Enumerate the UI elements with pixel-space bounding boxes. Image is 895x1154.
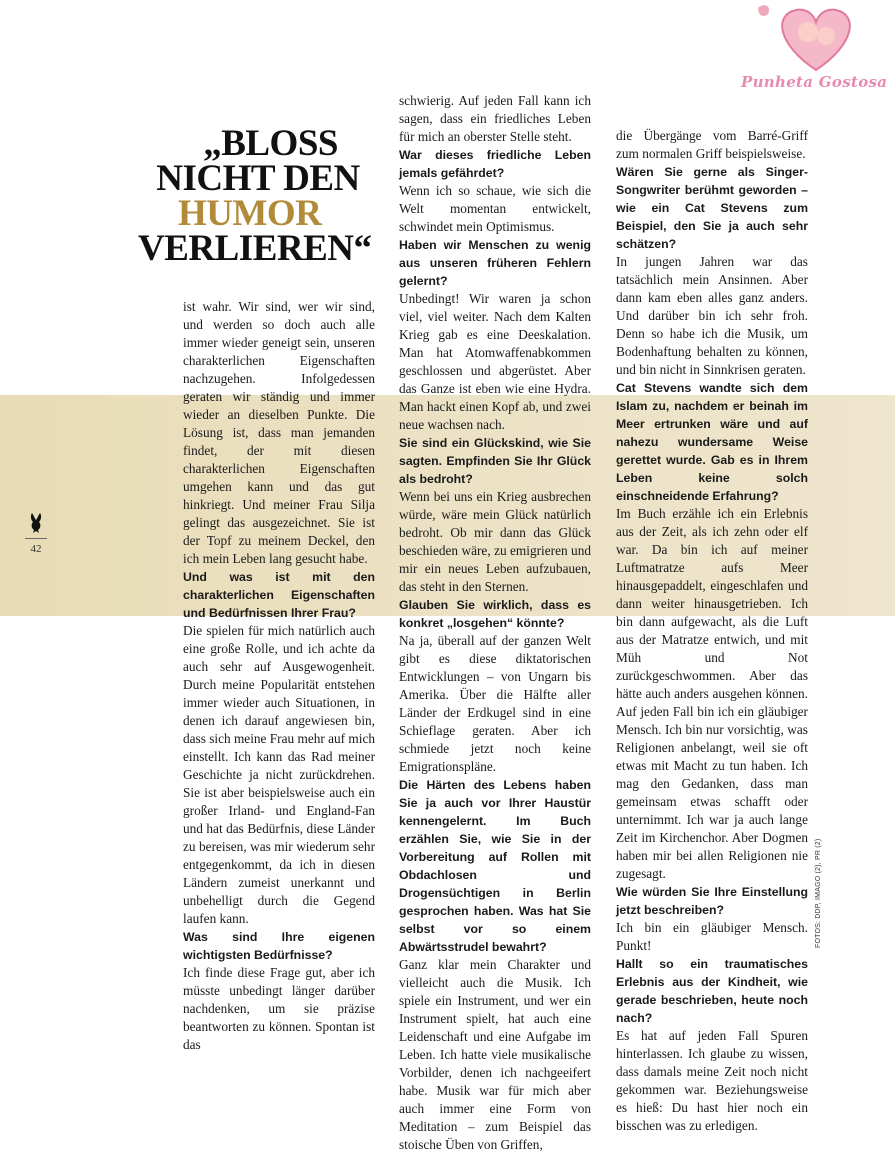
interview-answer: Ganz klar mein Charakter und vielleicht auch die Musik. Ich spiele ein Instrument, und wer ein Instrument spielt, hat auch eine Leidenschaft und eine Aufgabe im Leben. Ich hatte viele musikalische Vorbilder, denen ich nachgeeifert habe. Musik war für mich aber auch immer eine Form von Meditation – zum Beispiel das stoische Üben von Griffen, bbox=[399, 957, 591, 1152]
interview-answer: In jungen Jahren war das tatsächlich mein Ansinnen. Aber dann kam eben alles ganz anders. Und darüber bin ich sehr froh. Denn so habe ich die Musik, um Bodenhaftung behalten zu können, und bin nicht in Sinnkrisen geraten. bbox=[616, 254, 808, 377]
headline-line-3: HUMOR bbox=[178, 193, 322, 234]
page-number: 42 bbox=[25, 538, 47, 555]
article-headline bbox=[138, 123, 378, 269]
interview-answer: Ich finde diese Frage gut, aber ich müsste unbedingt länger darüber nachdenken, um sie präzise beantworten zu können. Spontan ist das bbox=[183, 965, 375, 1052]
interview-question: Haben wir Menschen zu wenig aus unseren früheren Fehlern gelernt? bbox=[399, 238, 591, 288]
interview-answer: Es hat auf jeden Fall Spuren hinterlassen. Ich glaube zu wissen, dass damals meine Zeit noch nicht gekommen war. Beziehungsweise es hieß: Du hast hier noch ein bisschen was zu erledigen. bbox=[616, 1028, 808, 1133]
interview-answer: Unbedingt! Wir waren ja schon viel, viel weiter. Nach dem Kalten Krieg gab es eine Deeskalation. Man hat Atomwaffenabkommen geschlossen und abgerüstet. Aber das Ganze ist eben wie eine Hydra. Man hackt einen Kopf ab, und zwei neue wachsen nach. bbox=[399, 291, 591, 432]
interview-answer: ist wahr. Wir sind, wer wir sind, und werden so doch auch alle immer wieder geneigt sein, unseren charakterlichen Eigenschaften nachzugehen. Infolgedessen geraten wir ständig und immer wieder an dieselben Punkte. Die Lösung ist, dass man jemanden findet, der mit diesen charakterlichen Eigenschaften umgehen kann und das gut hinkriegt. Und meiner Frau Silja gelingt das ausgezeichnet. Sie ist der Topf zu meinem Deckel, den ich mein Leben lang gesucht habe. bbox=[183, 299, 375, 566]
interview-answer: Wenn ich so schaue, wie sich die Welt momentan entwickelt, schwindet mein Optimismus. bbox=[399, 183, 591, 234]
interview-question: Die Härten des Lebens haben Sie ja auch vor Ihrer Haustür kennengelernt. Im Buch erzählen Sie, wie Sie in der Vorbereitung auf Rollen mit Obdachlosen und Drogensüchtigen in Berlin gesprochen haben. Was hat Sie selbst vor so einem Abwärtsstrudel bewahrt? bbox=[399, 778, 591, 954]
interview-question: Hallt so ein traumatisches Erlebnis aus der Kindheit, wie gerade beschrieben, heute noch nach? bbox=[616, 957, 808, 1025]
interview-answer: Die spielen für mich natürlich auch eine große Rolle, und ich achte da auch sehr auf Ausgewogenheit. Durch meine Popularität entstehen immer wieder auch Situationen, in denen ich darauf angewiesen bin, dass sich meine Frau mehr auf mich einstellt. Ich kann das Rad meiner Geschichte ja nicht zurückdrehen. Sie ist aber beispielsweise auch ein großer Irland- und England-Fan und hat das Bedürfnis, diese Länder zu bereisen, was mir wiederum sehr entgegenkommt, da ich in diesen Ländern zumeist unerkannt und unbehelligt durch die Gegend laufen kann. bbox=[183, 623, 376, 926]
interview-question: Cat Stevens wandte sich dem Islam zu, nachdem er beinah im Meer ertrunken wäre und auf nahezu wundersame Weise gerettet wurde. Gab es in Ihrem Leben keine solch einschneidende Erfahrung? bbox=[616, 381, 808, 503]
interview-answer: Im Buch erzähle ich ein Erlebnis aus der Zeit, als ich zehn oder elf war. Da bin ich auf meiner Luftmatratze aufs Meer hinausgepaddelt, eingeschlafen und dann weiter hinausgetrieben. Ich bin dann aufgewacht, als die Luft aus der Matratze entwich, und mit Müh und Not zurückgeschwommen. Aber das hätte auch anders ausgehen können. Auf jeden Fall bin ich ein gläubiger Mensch. Ich bin nur vorsichtig, was Religionen anbelangt, weil sie oft etwas mit Macht zu tun haben. Ich mag den Gedanken, dass man gemeinsam etwas schafft oder unternimmt. Ich war ja auch lange Zeit im Kirchenchor. Aber Dogmen haben mir bei allen Religionen nie zugesagt. bbox=[616, 506, 808, 881]
bunny-logo-icon bbox=[26, 512, 46, 534]
interview-answer: Ich bin ein gläubiger Mensch. Punkt! bbox=[616, 920, 808, 953]
headline-line-4: VERLIEREN“ bbox=[138, 228, 372, 269]
photo-credit: FOTOS: DDP, IMAGO (2), PR (2) bbox=[815, 838, 822, 948]
interview-question: Und was ist mit den charakterlichen Eigenschaften und Bedürfnissen Ihrer Frau? bbox=[183, 570, 375, 620]
interview-question: Wären Sie gerne als Singer-Songwriter berühmt geworden – wie ein Cat Stevens zum Beispiel, den Sie ja auch sehr schätzen? bbox=[616, 165, 808, 251]
interview-answer: die Übergänge vom Barré-Griff zum normalen Griff beispielsweise. bbox=[616, 128, 808, 161]
text-column-2 bbox=[399, 92, 591, 1154]
interview-question: Was sind Ihre eigenen wichtigsten Bedürfnisse? bbox=[183, 930, 375, 962]
interview-question: Wie würden Sie Ihre Einstellung jetzt beschreiben? bbox=[616, 885, 808, 917]
watermark-text: Punheta Gostosa bbox=[741, 73, 888, 91]
headline-line-1: „BLOSS bbox=[203, 123, 338, 164]
interview-question: War dieses friedliche Leben jemals gefährdet? bbox=[399, 148, 591, 180]
text-column-3 bbox=[616, 127, 808, 1135]
interview-question: Sie sind ein Glückskind, wie Sie sagten. Empfinden Sie Ihr Glück als bedroht? bbox=[399, 436, 591, 486]
interview-question: Glauben Sie wirklich, dass es konkret „losgehen“ könnte? bbox=[399, 598, 591, 630]
interview-answer: Wenn bei uns ein Krieg ausbrechen würde, wäre mein Glück natürlich bedroht. Ob mir dann das Glück beschieden wäre, zu emigrieren und mir ein neues Leben aufzubauen, das steht in den Sternen. bbox=[399, 489, 591, 594]
text-column-1 bbox=[183, 298, 375, 1054]
headline-line-2: NICHT DEN bbox=[156, 158, 360, 199]
interview-answer: schwierig. Auf jeden Fall kann ich sagen, dass ein friedliches Leben für mich an oberster Stelle steht. bbox=[399, 93, 591, 144]
interview-answer: Na ja, überall auf der ganzen Welt gibt es diese diktatorischen Entwicklungen – von Ungarn bis Amerika. Über die Hälfte aller Länder der Erdkugel sind in eine Schieflage geraten. Aber ich schmiede jetzt noch keine Emigrationspläne. bbox=[399, 633, 591, 774]
